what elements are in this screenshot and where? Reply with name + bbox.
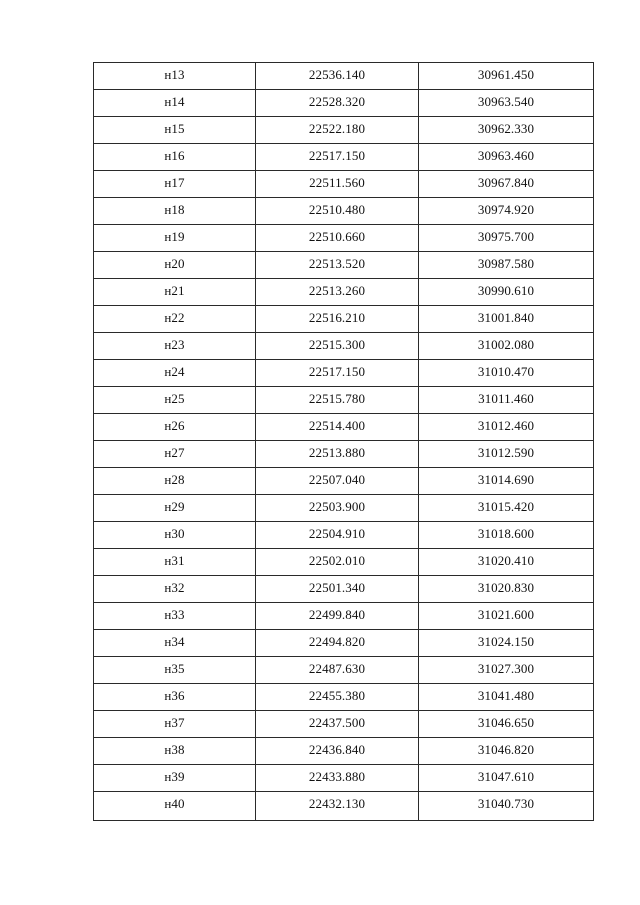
y-coordinate-cell: 31015.420 (419, 495, 594, 522)
x-coordinate-cell: 22510.660 (256, 225, 419, 252)
point-name-cell: н29 (94, 495, 256, 522)
table-row (94, 468, 594, 495)
x-coordinate-cell: 22487.630 (256, 657, 419, 684)
x-coordinate-cell: 22515.300 (256, 333, 419, 360)
point-name-cell: н34 (94, 630, 256, 657)
point-name-cell: н24 (94, 360, 256, 387)
point-name-cell: н38 (94, 738, 256, 765)
point-name-cell: н28 (94, 468, 256, 495)
y-coordinate-cell: 31046.820 (419, 738, 594, 765)
x-coordinate-cell: 22522.180 (256, 117, 419, 144)
y-coordinate-cell: 31027.300 (419, 657, 594, 684)
point-name-cell: н23 (94, 333, 256, 360)
y-coordinate-cell: 31002.080 (419, 333, 594, 360)
table-row (94, 171, 594, 198)
x-coordinate-cell: 22436.840 (256, 738, 419, 765)
x-coordinate-cell: 22432.130 (256, 792, 419, 821)
y-coordinate-cell: 30962.330 (419, 117, 594, 144)
x-coordinate-cell: 22494.820 (256, 630, 419, 657)
y-coordinate-cell: 31011.460 (419, 387, 594, 414)
y-coordinate-cell: 31012.590 (419, 441, 594, 468)
point-name-cell: н19 (94, 225, 256, 252)
y-coordinate-cell: 31046.650 (419, 711, 594, 738)
x-coordinate-cell: 22511.560 (256, 171, 419, 198)
table-row (94, 495, 594, 522)
x-coordinate-cell: 22502.010 (256, 549, 419, 576)
x-coordinate-cell: 22499.840 (256, 603, 419, 630)
point-name-cell: н22 (94, 306, 256, 333)
y-coordinate-cell: 31014.690 (419, 468, 594, 495)
y-coordinate-cell: 31047.610 (419, 765, 594, 792)
table-row (94, 387, 594, 414)
table-row (94, 711, 594, 738)
point-name-cell: н36 (94, 684, 256, 711)
y-coordinate-cell: 31040.730 (419, 792, 594, 821)
y-coordinate-cell: 31041.480 (419, 684, 594, 711)
x-coordinate-cell: 22536.140 (256, 63, 419, 90)
table-row (94, 198, 594, 225)
point-name-cell: н31 (94, 549, 256, 576)
point-name-cell: н20 (94, 252, 256, 279)
point-name-cell: н25 (94, 387, 256, 414)
point-name-cell: н33 (94, 603, 256, 630)
y-coordinate-cell: 30967.840 (419, 171, 594, 198)
table-row (94, 90, 594, 117)
y-coordinate-cell: 30961.450 (419, 63, 594, 90)
table-row (94, 252, 594, 279)
x-coordinate-cell: 22517.150 (256, 360, 419, 387)
x-coordinate-cell: 22513.880 (256, 441, 419, 468)
point-name-cell: н39 (94, 765, 256, 792)
x-coordinate-cell: 22501.340 (256, 576, 419, 603)
x-coordinate-cell: 22516.210 (256, 306, 419, 333)
table-row (94, 117, 594, 144)
x-coordinate-cell: 22455.380 (256, 684, 419, 711)
point-name-cell: н27 (94, 441, 256, 468)
y-coordinate-cell: 30987.580 (419, 252, 594, 279)
y-coordinate-cell: 30975.700 (419, 225, 594, 252)
point-name-cell: н15 (94, 117, 256, 144)
coordinates-table (93, 62, 594, 821)
y-coordinate-cell: 30963.540 (419, 90, 594, 117)
coordinates-table-body (94, 63, 594, 821)
point-name-cell: н21 (94, 279, 256, 306)
table-row (94, 657, 594, 684)
x-coordinate-cell: 22528.320 (256, 90, 419, 117)
table-row (94, 333, 594, 360)
x-coordinate-cell: 22510.480 (256, 198, 419, 225)
point-name-cell: н37 (94, 711, 256, 738)
x-coordinate-cell: 22513.520 (256, 252, 419, 279)
x-coordinate-cell: 22433.880 (256, 765, 419, 792)
x-coordinate-cell: 22514.400 (256, 414, 419, 441)
point-name-cell: н26 (94, 414, 256, 441)
table-row (94, 549, 594, 576)
point-name-cell: н30 (94, 522, 256, 549)
x-coordinate-cell: 22504.910 (256, 522, 419, 549)
table-row (94, 360, 594, 387)
table-row (94, 576, 594, 603)
point-name-cell: н32 (94, 576, 256, 603)
y-coordinate-cell: 31020.410 (419, 549, 594, 576)
point-name-cell: н16 (94, 144, 256, 171)
table-row (94, 738, 594, 765)
x-coordinate-cell: 22437.500 (256, 711, 419, 738)
table-row (94, 792, 594, 821)
table-row (94, 63, 594, 90)
table-row (94, 684, 594, 711)
point-name-cell: н40 (94, 792, 256, 821)
x-coordinate-cell: 22515.780 (256, 387, 419, 414)
y-coordinate-cell: 31001.840 (419, 306, 594, 333)
y-coordinate-cell: 30974.920 (419, 198, 594, 225)
point-name-cell: н17 (94, 171, 256, 198)
table-row (94, 144, 594, 171)
y-coordinate-cell: 31020.830 (419, 576, 594, 603)
x-coordinate-cell: 22507.040 (256, 468, 419, 495)
point-name-cell: н18 (94, 198, 256, 225)
y-coordinate-cell: 31010.470 (419, 360, 594, 387)
table-row (94, 522, 594, 549)
table-row (94, 306, 594, 333)
y-coordinate-cell: 31024.150 (419, 630, 594, 657)
x-coordinate-cell: 22517.150 (256, 144, 419, 171)
table-row (94, 225, 594, 252)
y-coordinate-cell: 31018.600 (419, 522, 594, 549)
x-coordinate-cell: 22513.260 (256, 279, 419, 306)
table-row (94, 630, 594, 657)
y-coordinate-cell: 30990.610 (419, 279, 594, 306)
table-row (94, 279, 594, 306)
point-name-cell: н14 (94, 90, 256, 117)
table-row (94, 441, 594, 468)
point-name-cell: н35 (94, 657, 256, 684)
y-coordinate-cell: 31012.460 (419, 414, 594, 441)
table-row (94, 765, 594, 792)
y-coordinate-cell: 31021.600 (419, 603, 594, 630)
y-coordinate-cell: 30963.460 (419, 144, 594, 171)
x-coordinate-cell: 22503.900 (256, 495, 419, 522)
table-row (94, 603, 594, 630)
point-name-cell: н13 (94, 63, 256, 90)
table-row (94, 414, 594, 441)
